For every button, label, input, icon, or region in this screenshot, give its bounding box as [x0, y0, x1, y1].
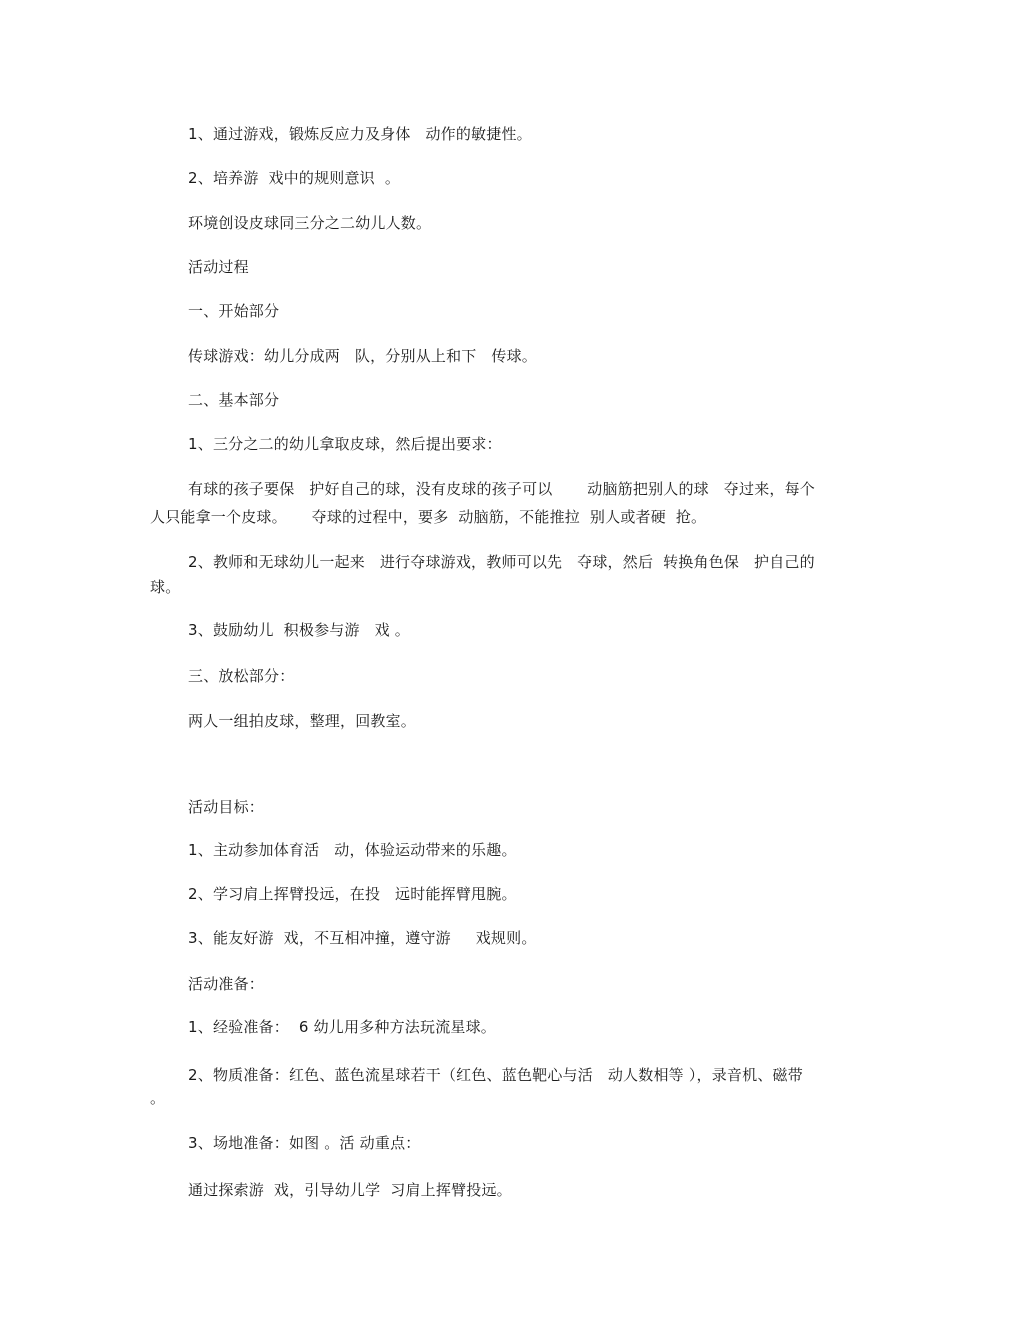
text-line: 3、鼓励幼儿 积极参与游 戏 。 [188, 621, 410, 639]
section-heading: 活动过程 [188, 258, 249, 276]
section-heading: 二、基本部分 [188, 391, 280, 409]
text-line: 传球游戏：幼儿分成两 队，分别从上和下 传球。 [188, 347, 538, 365]
text-line: 。 [150, 1089, 166, 1107]
text-line: 2、教师和无球幼儿一起来 进行夺球游戏，教师可以先 夺球，然后 转换角色保 护自己的 [188, 553, 815, 571]
text-line: 2、物质准备：红色、蓝色流星球若干（红色、蓝色靶心与活 动人数相等 ），录音机、磁带 [188, 1066, 803, 1084]
section-heading: 活动目标： [188, 798, 265, 816]
text-line: 通过探索游 戏，引导幼儿学 习肩上挥臂投远。 [188, 1181, 512, 1199]
section-heading: 活动准备： [188, 975, 265, 993]
text-line: 环境创设皮球同三分之二幼儿人数。 [188, 214, 432, 232]
text-line: 1、通过游戏，锻炼反应力及身体 动作的敏捷性。 [188, 125, 532, 143]
text-line: 1、三分之二的幼儿拿取皮球，然后提出要求： [188, 435, 502, 453]
text-line: 两人一组拍皮球，整理，回教室。 [188, 712, 417, 730]
text-line: 人只能拿一个皮球。 夺球的过程中，要多 动脑筋，不能推拉 别人或者硬 抢。 [150, 508, 707, 526]
section-heading: 三、放松部分： [188, 667, 295, 685]
text-line: 球。 [150, 578, 181, 596]
text-line: 3、能友好游 戏，不互相冲撞，遵守游 戏规则。 [188, 929, 537, 947]
text-line: 1、主动参加体育活 动，体验运动带来的乐趣。 [188, 841, 517, 859]
text-line: 2、学习肩上挥臂投远，在投 远时能挥臂甩腕。 [188, 885, 517, 903]
text-line: 2、培养游 戏中的规则意识 。 [188, 169, 401, 187]
text-line: 3、场地准备：如图 。活 动重点： [188, 1134, 421, 1152]
text-line: 有球的孩子要保 护好自己的球，没有皮球的孩子可以 动脑筋把别人的球 夺过来，每个 [188, 480, 815, 498]
text-line: 1、经验准备： 6 幼儿用多种方法玩流星球。 [188, 1018, 496, 1036]
section-heading: 一、开始部分 [188, 302, 280, 320]
